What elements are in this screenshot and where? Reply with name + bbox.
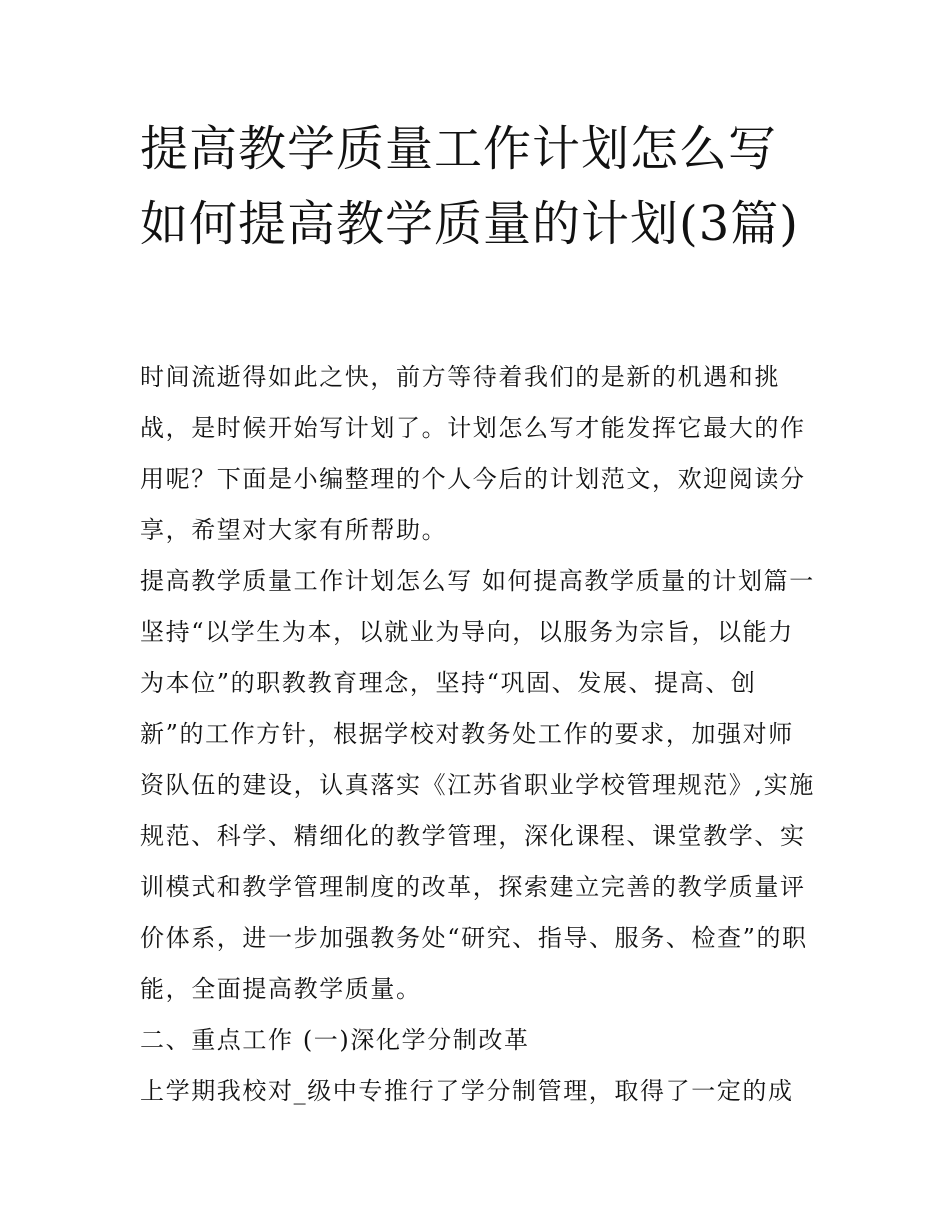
intro-paragraph: 时间流逝得如此之快，前方等待着我们的是新的机遇和挑战，是时候开始写计划了。计划怎么写才能发挥它最大的作用呢？下面是小编整理的个人今后的计划范文，欢迎阅读分享，希望对大家有所帮助。 <box>140 363 806 544</box>
section-heading-2: 二、重点工作 (一)深化学分制改革 <box>140 1026 530 1054</box>
document-body <box>140 352 816 1117</box>
document-title: 提高教学质量工作计划怎么写 如何提高教学质量的计划(3篇) <box>140 121 799 252</box>
body-paragraph: 坚持“以学生为本，以就业为导向，以服务为宗旨，以能力为本位”的职教教育理念，坚持“巩固、发展、提高、创新”的工作方针，根据学校对教务处工作的要求，加强对师资队伍的建设，认真落实《江苏省职业学校管理规范》,实施规范、科学、精细化的教学管理，深化课程、课堂教学、实训模式和教学管理制度的改革，探索建立完善的教学质量评价体系，进一步加强教务处“研究、指导、服务、检查”的职能，全面提高教学质量。 <box>140 618 815 1003</box>
body-paragraph-continued: 上学期我校对_级中专推行了学分制管理，取得了一定的成 <box>140 1077 794 1105</box>
section-heading-1: 提高教学质量工作计划怎么写 如何提高教学质量的计划篇一 <box>140 567 815 595</box>
